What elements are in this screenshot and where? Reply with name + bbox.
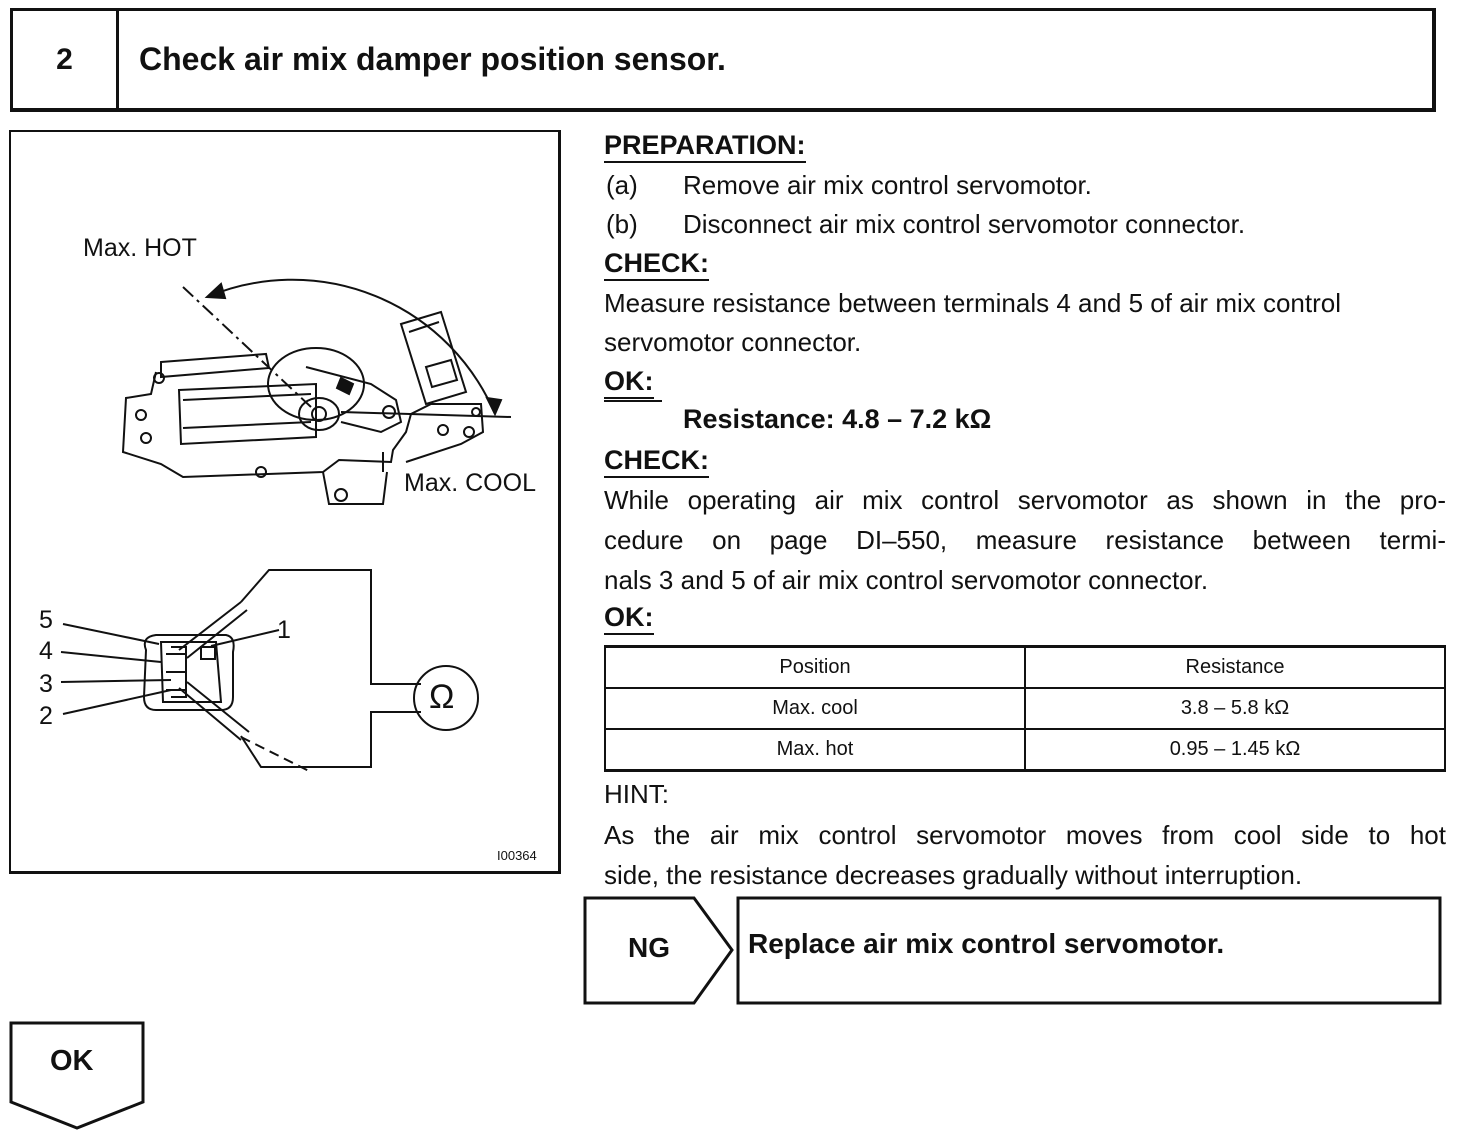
table-row — [605, 688, 1445, 729]
table-row — [605, 729, 1445, 771]
ng-label: NG — [628, 932, 670, 963]
step-number: 2 — [13, 11, 119, 108]
max-cool-line — [341, 412, 511, 417]
hint-line-1: As the air mix control servomotor moves from cool side to hot — [604, 820, 1446, 850]
arc-arrowhead-hot — [207, 284, 225, 298]
step-title: Check air mix damper position sensor. — [139, 41, 726, 77]
preparation-heading-wrap — [604, 130, 806, 165]
motor-top-plate — [161, 354, 269, 377]
ok2-heading-wrap — [604, 602, 654, 637]
terminal-label-3: 3 — [39, 670, 53, 698]
ohm-symbol: Ω — [429, 678, 455, 716]
hint-heading: HINT: — [604, 779, 669, 809]
resistance-table — [604, 645, 1446, 772]
table-cell: 0.95 – 1.45 kΩ — [1025, 729, 1445, 771]
check1-heading: CHECK: — [604, 248, 709, 281]
arc-arrowhead-cool — [487, 398, 501, 414]
ng-action: Replace air mix control servomotor. — [748, 928, 1225, 959]
check2-paragraph — [604, 480, 1446, 600]
check2-line-1: While operating air mix control servomotor as shown in the pro- — [604, 485, 1446, 515]
table-cell: 3.8 – 5.8 kΩ — [1025, 688, 1445, 729]
ok2-heading: OK: — [604, 602, 654, 635]
lead-upper — [241, 570, 421, 684]
check2-heading: CHECK: — [604, 445, 709, 478]
ok-label: OK — [50, 1045, 94, 1077]
table-cell: Max. hot — [605, 729, 1025, 771]
ok1-heading-wrap — [604, 366, 654, 401]
label-max-cool: Max. COOL — [404, 469, 536, 497]
probe-upper — [179, 602, 247, 658]
table-cell: Max. cool — [605, 688, 1025, 729]
damper-lever — [306, 367, 401, 432]
check1-line-1: Measure resistance between terminals 4 and 5 of air mix control — [604, 288, 1342, 318]
preparation-heading: PREPARATION: — [604, 130, 806, 163]
motor-connector — [401, 312, 466, 404]
prep-item-b-text: Disconnect air mix control servomotor connector. — [683, 209, 1246, 239]
terminal-label-2: 2 — [39, 702, 53, 730]
check2-line-2: cedure on page DI–550, measure resistance between termi- — [604, 525, 1446, 555]
table-header-resistance: Resistance — [1025, 647, 1445, 689]
check1-line-2: servomotor connector. — [604, 327, 862, 357]
figure-code: I00364 — [497, 848, 537, 863]
shaft-hub — [299, 398, 339, 430]
table-header-row — [605, 647, 1445, 689]
terminal-label-4: 4 — [39, 637, 53, 665]
prep-item-a-marker: (a) — [606, 170, 638, 200]
terminal-label-1: 1 — [277, 616, 291, 644]
lead-lower — [241, 712, 421, 767]
check2-heading-wrap — [604, 445, 709, 480]
hint-paragraph — [604, 815, 1446, 895]
prep-item-b-marker: (b) — [606, 209, 638, 239]
check1-heading-wrap — [604, 248, 709, 283]
ok1-underline-extension — [604, 400, 662, 402]
check2-line-3: nals 3 and 5 of air mix control servomotor connector. — [604, 565, 1209, 595]
hint-line-2: side, the resistance decreases gradually without interruption. — [604, 860, 1303, 890]
step-header — [10, 8, 1436, 112]
ok1-spec: Resistance: 4.8 – 7.2 kΩ — [683, 404, 992, 434]
table-header-position: Position — [605, 647, 1025, 689]
label-max-hot: Max. HOT — [83, 234, 197, 262]
prep-item-a-text: Remove air mix control servomotor. — [683, 170, 1092, 200]
servomotor-figure — [9, 130, 561, 874]
ok1-heading: OK: — [604, 366, 654, 399]
terminal-label-5: 5 — [39, 606, 53, 634]
